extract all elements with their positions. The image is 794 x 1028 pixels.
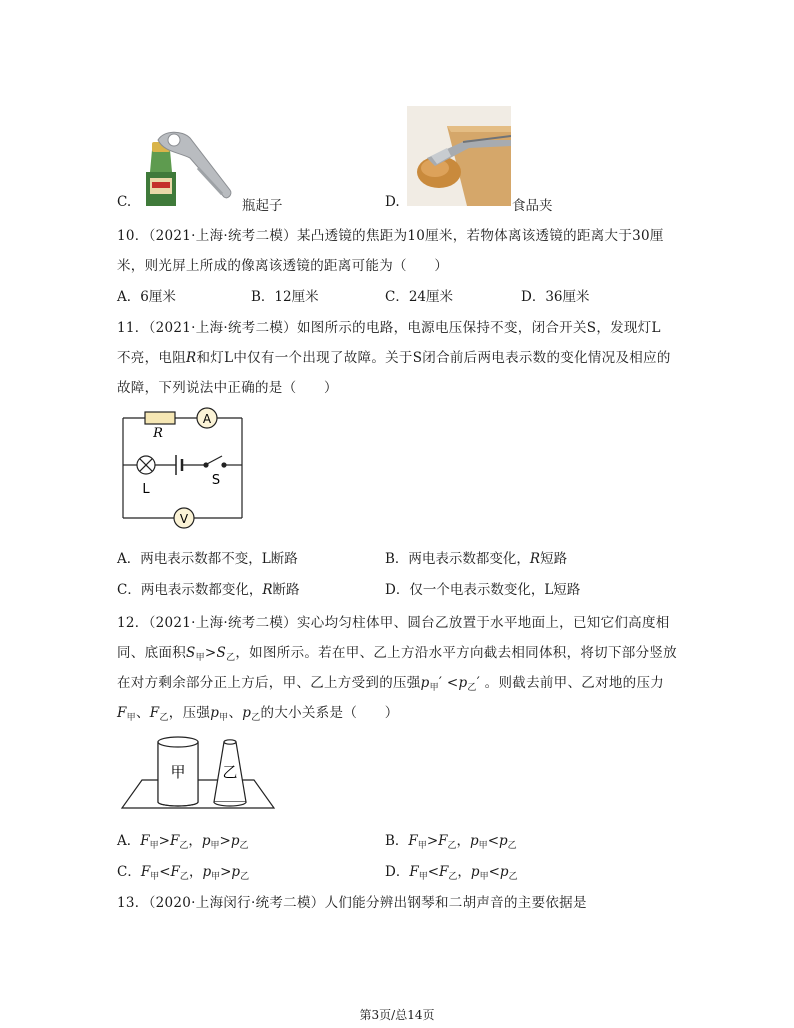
- q10-stem-line2: 米，则光屏上所成的像离该透镜的距离可能为（ ）: [117, 258, 449, 274]
- q11-option-b: [385, 547, 567, 567]
- q12-d-p2: p: [499, 864, 509, 880]
- q12-option-a: [117, 829, 249, 851]
- q12-c-p2: p: [231, 864, 241, 880]
- q12-p-yi-sub: 乙: [467, 683, 477, 693]
- q12-a-p1-sub: 甲: [210, 841, 220, 851]
- q12-b-f2-sub: 乙: [447, 841, 457, 851]
- q12-d-f1-sub: 甲: [418, 872, 428, 882]
- q12-sep2: 、: [228, 705, 243, 721]
- q12-stem-line3-a: 在对方剩余部分正上方后，甲、乙上方受到的压强: [117, 675, 421, 691]
- figure-label-jia: 甲: [170, 763, 186, 781]
- q12-c-p2-sub: 乙: [240, 872, 250, 882]
- q10-option-d: D．36厘米: [521, 289, 590, 305]
- q12-c-f1-sub: 甲: [150, 872, 160, 882]
- q9-option-d-label: D.: [385, 194, 400, 210]
- q12-gt: >: [204, 645, 217, 661]
- figure-label-yi: 乙: [222, 763, 238, 781]
- q12-b-p2-sub: 乙: [507, 841, 517, 851]
- q11-option-b-pre: B．两电表示数都变化，: [385, 551, 530, 567]
- q10-option-a: A．6厘米: [117, 289, 176, 305]
- q12-b-f2: F: [438, 833, 448, 849]
- q12-stem-line3: [117, 671, 664, 693]
- q12-c-p1-sub: 甲: [211, 872, 221, 882]
- q12-option-d-prefix: D．: [385, 864, 410, 880]
- q12-d-f1: F: [409, 864, 419, 880]
- q12-d-p1-sub: 甲: [479, 872, 489, 882]
- q12-p-jia-sub: 甲: [429, 683, 439, 693]
- q11-stem-line2-pre: 不亮，电阻: [117, 350, 186, 366]
- q12-b-p2: p: [499, 833, 508, 849]
- q12-a-p2: p: [230, 833, 240, 849]
- q12-b-rel1: >: [426, 833, 439, 849]
- q12-c-f2: F: [170, 864, 180, 880]
- q12-d-rel2: <: [488, 864, 500, 880]
- q12-option-d: [385, 860, 518, 882]
- q12-option-c-prefix: C．: [117, 864, 141, 880]
- q11-option-c-var: R: [262, 582, 273, 598]
- q11-stem-line1: 11．（2021·上海·统考二模）如图所示的电路，电源电压保持不变，闭合开关S，发现灯L: [117, 320, 661, 336]
- q11-option-c: [117, 578, 300, 598]
- q11-var-r: R: [186, 350, 197, 366]
- q12-b-f1-sub: 甲: [417, 841, 427, 851]
- q12-b-p1-sub: 甲: [478, 841, 488, 851]
- q12-b-p1: p: [470, 833, 479, 849]
- q12-a-p2-sub: 乙: [239, 841, 249, 851]
- q12-p-yi-2-sub: 乙: [251, 713, 261, 723]
- q12-a-f1: F: [140, 833, 150, 849]
- q11-stem-line2-post: 和灯L中仅有一个出现了故障。关于S闭合前后两电表示数的变化情况及相应的: [196, 350, 671, 366]
- q11-option-c-post: 断路: [272, 582, 300, 598]
- q9-option-d-caption: 食品夹: [512, 198, 553, 214]
- q12-a-p1: p: [201, 833, 211, 849]
- q12-stem-line2: [117, 641, 677, 663]
- q12-s-yi-sub: 乙: [226, 653, 236, 663]
- q9-option-c-caption: 瓶起子: [242, 198, 283, 214]
- q11-option-b-post: 短路: [540, 551, 568, 567]
- circuit-resistor-label: R: [153, 426, 163, 441]
- q12-stem-line1: 12．（2021·上海·统考二模）实心均匀柱体甲、圆台乙放置于水平地面上，已知它们高度相: [117, 615, 670, 631]
- q12-d-p1: p: [470, 864, 480, 880]
- q12-option-b-prefix: B．: [385, 833, 409, 849]
- q12-a-f2: F: [169, 833, 180, 849]
- q12-p-yi: p: [458, 675, 468, 691]
- q12-sep1: 、: [135, 705, 150, 721]
- q12-s-jia: S: [186, 645, 196, 661]
- q12-a-comma: ，: [188, 833, 202, 849]
- q12-f-jia: F: [117, 705, 127, 721]
- q12-c-rel2: >: [220, 864, 232, 880]
- q10-option-c: C．24厘米: [385, 289, 454, 305]
- q11-stem-line3: 故障，下列说法中正确的是（ ）: [117, 380, 338, 396]
- q12-stem-line3-mid: ′ <: [438, 675, 459, 691]
- q12-p-jia: p: [420, 675, 430, 691]
- q12-d-p2-sub: 乙: [508, 872, 518, 882]
- q12-c-rel1: <: [159, 864, 171, 880]
- q12-f-jia-sub: 甲: [126, 713, 136, 723]
- q12-stem-line2-b: ，如图所示。若在甲、乙上方沿水平方向截去相同体积，将切下部分竖放: [235, 645, 677, 661]
- q12-b-comma: ，: [456, 833, 471, 849]
- q12-option-b: [385, 829, 517, 851]
- circuit-ammeter-label: A: [202, 412, 212, 426]
- q11-option-c-pre: C．两电表示数都变化，: [117, 582, 263, 598]
- circuit-lamp-label: L: [142, 482, 150, 497]
- q10-option-b: B．12厘米: [251, 289, 319, 305]
- q10-stem-line1: 10．（2021·上海·统考二模）某凸透镜的焦距为10厘米，若物体离该透镜的距离大于30厘: [117, 228, 664, 244]
- q12-c-comma: ，: [188, 864, 203, 880]
- q12-option-c: [117, 860, 249, 882]
- page-number: 第3页/总14页: [359, 1008, 435, 1022]
- q11-option-a: A．两电表示数都不变，L断路: [117, 551, 298, 567]
- q12-stem-line4: [117, 701, 399, 723]
- q12-d-f2: F: [439, 864, 449, 880]
- q12-b-rel2: <: [487, 833, 499, 849]
- q12-p-yi-2: p: [242, 705, 252, 721]
- q12-a-rel2: >: [219, 833, 231, 849]
- q12-b-f1: F: [408, 833, 418, 849]
- q12-a-f2-sub: 乙: [179, 841, 189, 851]
- q12-stem-line4-b: 的大小关系是（ ）: [260, 705, 399, 721]
- circuit-switch-label: S: [211, 473, 221, 488]
- q12-a-rel1: >: [158, 833, 170, 849]
- q11-stem-line2: [117, 346, 671, 366]
- q12-d-comma: ，: [457, 864, 471, 880]
- q12-p-jia-2: p: [210, 705, 220, 721]
- q12-s-yi: S: [216, 645, 227, 661]
- q13-stem-line1: 13．（2020·上海闵行·统考二模）人们能分辨出钢琴和二胡声音的主要依据是: [117, 895, 587, 911]
- q12-d-rel1: <: [427, 864, 440, 880]
- q12-d-f2-sub: 乙: [448, 872, 458, 882]
- q12-stem-line3-b: ′ 。则截去前甲、乙对地的压力: [476, 675, 665, 691]
- q12-p-jia-2-sub: 甲: [219, 713, 229, 723]
- q11-option-b-var: R: [529, 551, 541, 567]
- q12-f-yi: F: [149, 705, 160, 721]
- q12-c-p1: p: [202, 864, 212, 880]
- q12-stem-line4-a: ，压强: [168, 705, 211, 721]
- cylinders-figure: [118, 732, 278, 812]
- bottle-opener-image: [138, 128, 238, 206]
- q12-option-a-prefix: A．: [117, 833, 141, 849]
- q11-option-d: D．仅一个电表示数变化，L短路: [385, 582, 581, 598]
- q12-c-f2-sub: 乙: [179, 872, 189, 882]
- food-tongs-image: [407, 106, 511, 206]
- q9-option-c-label: C.: [117, 194, 132, 210]
- q12-stem-line2-a: 同、底面积: [117, 645, 186, 661]
- q12-f-yi-sub: 乙: [159, 713, 169, 723]
- circuit-voltmeter-label: V: [179, 512, 189, 526]
- q12-c-f1: F: [140, 864, 151, 880]
- q12-a-f1-sub: 甲: [149, 841, 159, 851]
- circuit-diagram: [116, 404, 250, 528]
- q12-s-jia-sub: 甲: [195, 653, 205, 663]
